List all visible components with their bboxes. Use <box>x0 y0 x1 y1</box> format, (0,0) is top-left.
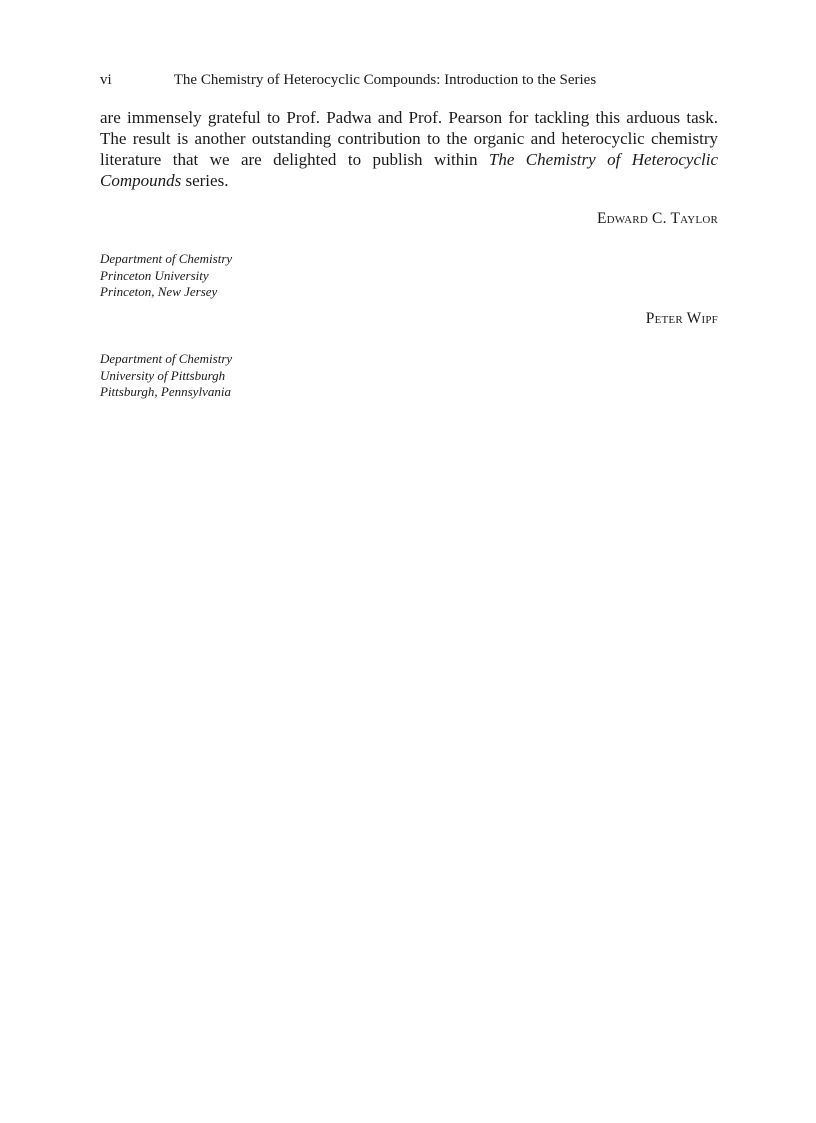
signatory-affiliation-2 <box>100 351 232 401</box>
running-title: The Chemistry of Heterocyclic Compounds: Introduction to the Series <box>173 72 597 88</box>
series-title: The Chemistry of Heterocyclic Compounds <box>100 150 718 190</box>
affiliation-line: Department of Chemistry <box>100 251 233 266</box>
body-paragraph <box>100 107 718 191</box>
affiliation-line: Pittsburgh, Pennsylvania <box>100 384 231 399</box>
body-text-part-2: series. <box>181 171 229 190</box>
page-number: vi <box>100 72 112 88</box>
signatory-name-1: Edward C. Taylor <box>596 210 718 227</box>
running-header <box>100 70 718 90</box>
affiliation-line: Princeton University <box>100 267 209 283</box>
affiliation-line: Department of Chemistry <box>100 351 233 366</box>
affiliation-line: University of Pittsburgh <box>100 367 226 383</box>
body-text-part-1: are immensely grateful to Prof. Padwa and Prof. Pearson for tackling this arduous task. The result is another outstanding contribution to the organic and heterocyclic chemistry literature that we are delighted to publish within <box>100 108 718 169</box>
affiliation-line: Princeton, New Jersey <box>100 284 218 299</box>
signatory-name-2: Peter Wipf <box>645 310 718 327</box>
signatory-affiliation-1 <box>100 251 232 301</box>
